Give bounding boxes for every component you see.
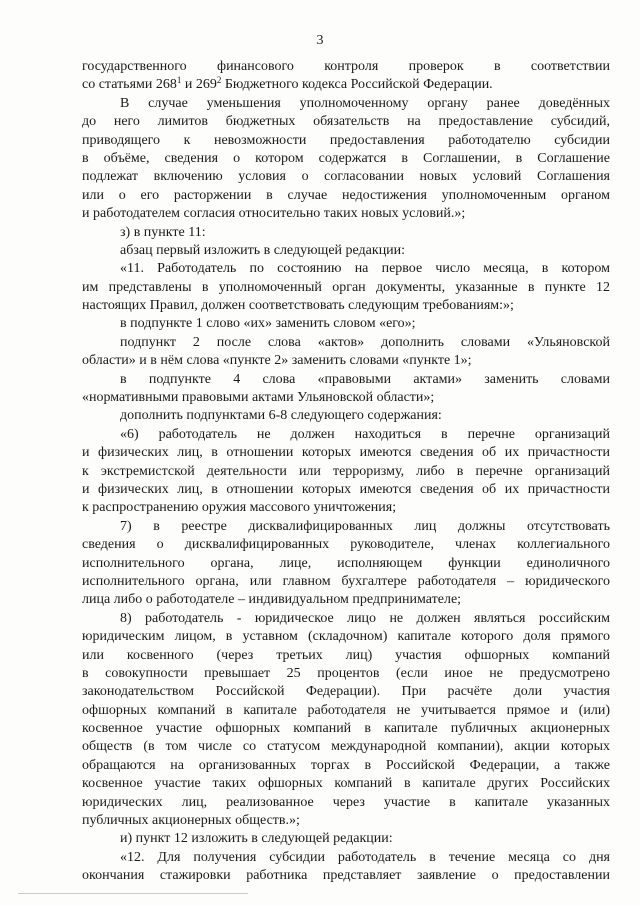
text-line: окончания стажировки работника представляет заявление о предоставлении (82, 868, 610, 884)
text-line: области» и в нём слова «пункте 2» заменить словами «пункте 1»; (82, 353, 472, 369)
text-line: подлежат включению условия о согласовании новых условий Соглашения (82, 169, 610, 185)
text-line: приводящего к невозможности предоставления работодателю субсидии (82, 132, 610, 148)
text-line: подпункт 2 после слова «актов» дополнить словами «Ульяновской (120, 334, 610, 350)
text-line: настоящих Правил, должен соответствовать следующим требованиям:»; (82, 298, 514, 314)
text-line: им представлены в уполномоченный орган документы, указанные в пункте 12 (82, 279, 610, 295)
text-line: з) в пункте 11: (120, 224, 206, 240)
text-line: или косвенного (через третьих лиц) участия офшорных компаний (82, 647, 610, 663)
text-line: в совокупности превышает 25 процентов (если иное не предусмотрено (82, 665, 610, 681)
text-fragment: и 269 (181, 77, 217, 93)
text-line: дополнить подпунктами 6-8 следующего содержания: (120, 408, 442, 424)
page-number: 3 (316, 33, 324, 48)
text-line: и физических лиц, в отношении которых имеются сведения об их причастности (82, 481, 610, 497)
text-line: юридических лиц, реализованное через участие в капитале указанных (82, 794, 610, 810)
scan-edge-mark (18, 893, 248, 894)
text-line: в подпункте 4 слова «правовыми актами» заменить словами (120, 371, 610, 387)
text-line: в подпункте 1 слово «их» заменить словом «его»; (120, 316, 416, 332)
text-line: обществ (в том числе со статусом международной компании), акции которых (82, 739, 610, 755)
text-line: или о его расторжении в случае недостижения уполномоченным органом (82, 187, 610, 203)
text-line: публичных акционерных обществ.»; (82, 813, 300, 829)
text-fragment: Бюджетного кодекса Российской Федерации. (221, 77, 493, 93)
text-line: и) пункт 12 изложить в следующей редакции: (120, 831, 393, 847)
text-line: к экстремистской деятельности или терроризму, либо в перечне организаций (82, 463, 610, 479)
document-body (82, 58, 610, 886)
text-line: исполнительного органа, или главном бухгалтере работодателя – юридического (82, 573, 610, 589)
text-line: юридическим лицом, в уставном (складочном) капитале которого доля прямого (82, 629, 610, 645)
text-line: косвенное участие офшорных компаний в капитале публичных акционерных (82, 721, 610, 737)
text-line: абзац первый изложить в следующей редакции: (120, 242, 406, 258)
text-line: государственного финансового контроля проверок в соответствии (82, 59, 610, 74)
text-line: и работодателем согласия относительно таких новых условий.»; (82, 206, 466, 222)
text-line: В случае уменьшения уполномоченному органу ранее доведённых (120, 95, 610, 111)
text-line: «11. Работодатель по состоянию на первое число месяца, в котором (120, 261, 610, 277)
text-line: «6) работодатель не должен находиться в перечне организаций (120, 426, 610, 442)
text-line (82, 76, 610, 94)
text-line: в объёме, сведения о котором содержатся в Соглашении, в Соглашение (82, 150, 610, 166)
text-line: лица либо о работодателе – индивидуальном предпринимателе; (82, 592, 462, 608)
text-fragment: со статьями 268 (82, 77, 177, 93)
superscript: 1 (176, 75, 182, 86)
text-line: к распространению оружия массового уничтожения; (82, 500, 397, 516)
text-line: сведения о дисквалифицированных руководителе, членах коллегиального (82, 537, 610, 553)
text-line: обращаются на организованных торгах в Российской Федерации, а также (82, 757, 610, 773)
text-line: «нормативными правовыми актами Ульяновской области»; (82, 390, 435, 406)
text-line: косвенное участие таких офшорных компаний в капитале других Российских (82, 776, 610, 792)
text-line: офшорных компаний в капитале работодателя не учитывается прямое и (или) (82, 702, 610, 718)
text-line: исполнительного органа, лице, исполняющем функции единоличного (82, 555, 610, 571)
text-line: 8) работодатель - юридическое лицо не должен являться российским (120, 610, 610, 626)
text-line: 7) в реестре дисквалифицированных лиц должны отсутствовать (120, 518, 610, 534)
text-line: законодательством Российской Федерации). При расчёте доли участия (82, 684, 610, 700)
text-line: до него лимитов бюджетных обязательств на предоставление субсидий, (82, 114, 610, 130)
text-line: «12. Для получения субсидии работодатель в течение месяца со дня (120, 849, 610, 865)
superscript: 2 (216, 75, 222, 86)
text-line: и физических лиц, в отношении которых имеются сведения об их причастности (82, 445, 610, 461)
